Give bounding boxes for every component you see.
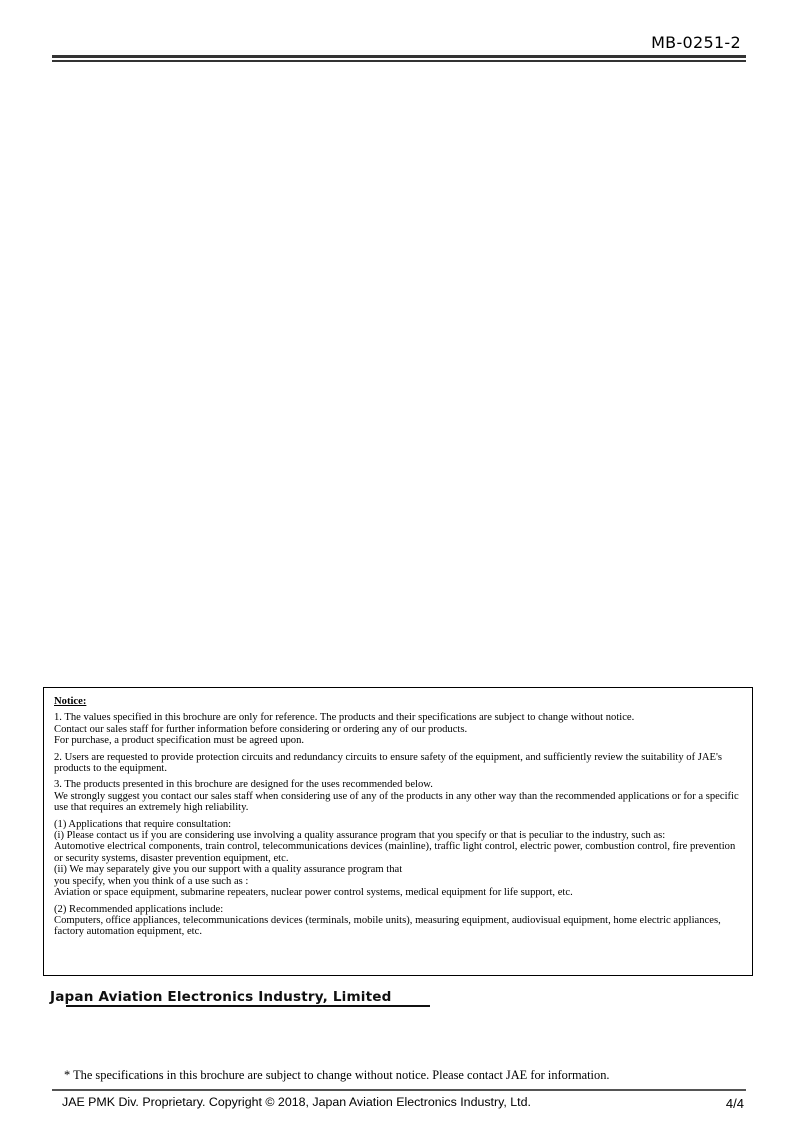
footer-copyright: JAE PMK Div. Proprietary. Copyright © 2018, Japan Aviation Electronics Industry, Ltd. (62, 1095, 531, 1109)
notice-line: Computers, office appliances, telecommunications devices (terminals, mobile units), measuring equipment, audiovisual equipment, home electric appliances, factory automation equipment, etc. (54, 914, 721, 938)
header-rule-top (52, 55, 746, 58)
company-logo-underline (66, 1005, 430, 1007)
notice-line: Aviation or space equipment, submarine repeaters, nuclear power control systems, medical equipment for life support, etc. (54, 887, 573, 899)
notice-line: (1) Applications that require consultation: (54, 818, 232, 830)
company-logo: Japan Aviation Electronics Industry, Limited (50, 989, 392, 1005)
notice-box (43, 687, 753, 976)
notice-line: 2. Users are requested to provide protection circuits and redundancy circuits to ensure safety of the equipment, and sufficiently review the suitability of JAE's products to the equipment. (54, 751, 723, 775)
notice-line: For purchase, a product specification must be agreed upon. (54, 735, 305, 747)
notice-line: (2) Recommended applications include: (54, 903, 224, 915)
notice-line: We strongly suggest you contact our sales staff when considering use of any of the products in any other way than the recommended applications or for a specific use that requires an extremely high reliability. (54, 790, 739, 814)
specification-note: * The specifications in this brochure are subject to change without notice. Please contact JAE for information. (64, 1068, 610, 1082)
notice-line: Contact our sales staff for further information before considering or ordering any of our products. (54, 723, 468, 735)
notice-paragraph-3 (54, 779, 742, 813)
notice-line: (i) Please contact us if you are considering use involving a quality assurance program that you specify or that is peculiar to the industry, such as: (54, 830, 666, 842)
notice-title: Notice: (54, 696, 87, 707)
notice-paragraph-recommended (54, 904, 742, 938)
notice-line: 3. The products presented in this brochure are designed for the uses recommended below. (54, 779, 433, 791)
notice-paragraph-2 (54, 752, 742, 775)
page-number: 4/4 (725, 1096, 744, 1111)
notice-line: Automotive electrical components, train control, telecommunications devices (mainline), traffic light control, electric power, combustion control, fire prevention or security systems, disaster prevention equipment, etc. (54, 841, 736, 864)
notice-line: (ii) We may separately give you our support with a quality assurance program that (54, 864, 403, 876)
notice-line: you specify, when you think of a use such as : (54, 875, 249, 887)
footer-rule (52, 1089, 746, 1091)
notice-paragraph-1 (54, 712, 742, 746)
notice-line: 1. The values specified in this brochure are only for reference. The products and their specifications are subject to change without notice. (54, 712, 635, 724)
notice-paragraph-consultation (54, 819, 742, 899)
header-rule-bottom (52, 60, 746, 62)
document-id: MB-0251-2 (651, 33, 741, 52)
